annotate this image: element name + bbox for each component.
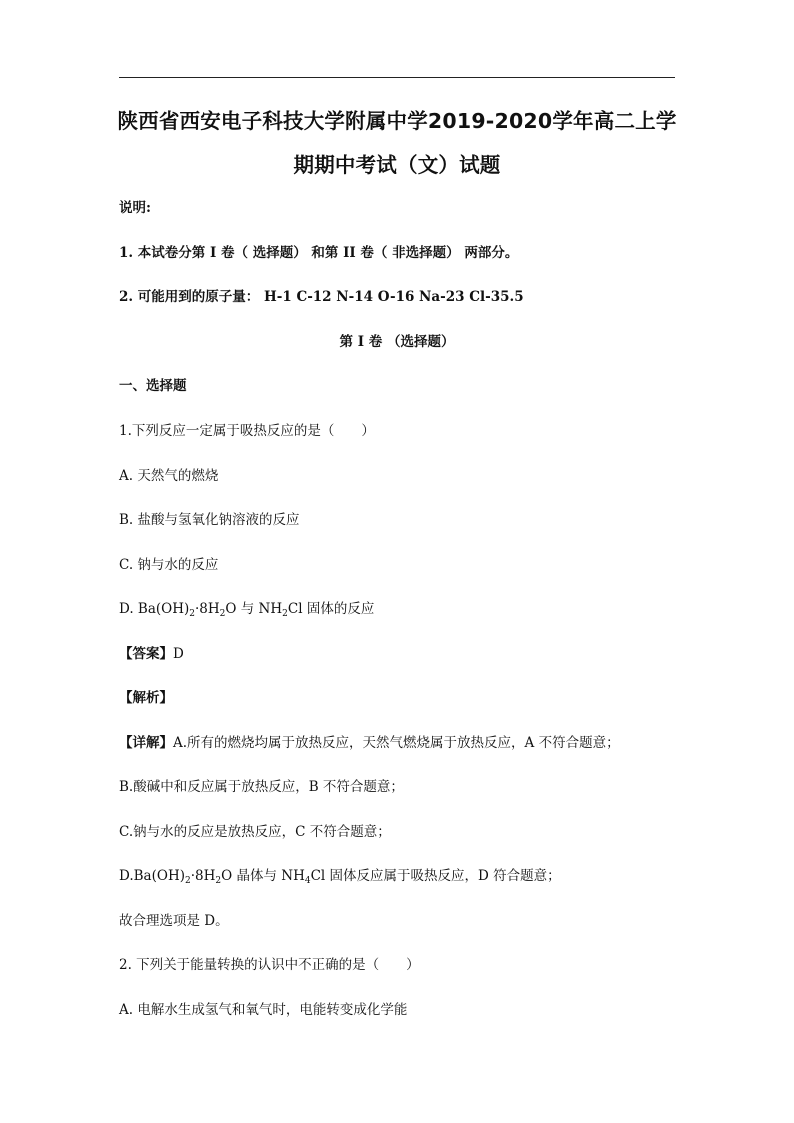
subscript: 2 bbox=[215, 876, 222, 886]
detail-text: A.所有的燃烧均属于放热反应，天然气燃烧属于放热反应，A 不符合题意； bbox=[173, 735, 620, 751]
subscript: 2 bbox=[282, 609, 288, 619]
question-1-option-c: C. 钠与水的反应 bbox=[119, 557, 219, 573]
detail-text: ·8H bbox=[190, 868, 216, 884]
subscript: 4 bbox=[304, 876, 311, 886]
header-rule bbox=[119, 77, 675, 78]
detail-tag: 【详解】 bbox=[119, 735, 173, 751]
option-d-text: Cl 固体的反应 bbox=[287, 601, 375, 617]
document-title-line-1: 陕西省西安电子科技大学附属中学2019-2020学年高二上学 bbox=[117, 109, 677, 133]
detail-line-d bbox=[119, 867, 561, 885]
question-1-option-d bbox=[119, 600, 374, 618]
instructions-label: 说明: bbox=[119, 200, 151, 216]
instruction-item-1: 1. 本试卷分第 I 卷（ 选择题） 和第 II 卷（ 非选择题） 两部分。 bbox=[119, 245, 519, 261]
option-d-text: D. Ba(OH) bbox=[119, 601, 190, 617]
answer-line bbox=[119, 645, 184, 663]
subscript: 2 bbox=[219, 609, 226, 619]
question-1-option-b: B. 盐酸与氢氧化钠溶液的反应 bbox=[119, 512, 300, 528]
question-1-stem: 1.下列反应一定属于吸热反应的是（ ） bbox=[119, 423, 375, 439]
document-title-line-2: 期期中考试（文）试题 bbox=[293, 153, 501, 177]
detail-line-b: B.酸碱中和反应属于放热反应，B 不符合题意； bbox=[119, 779, 404, 795]
question-1-option-a: A. 天然气的燃烧 bbox=[119, 468, 219, 484]
analysis-tag: 【解析】 bbox=[119, 690, 173, 706]
section-heading: 一、选择题 bbox=[119, 378, 187, 394]
question-2-stem: 2. 下列关于能量转换的认识中不正确的是（ ） bbox=[119, 957, 420, 973]
detail-line-a bbox=[119, 734, 620, 752]
detail-line-c: C.钠与水的反应是放热反应，C 不符合题意； bbox=[119, 824, 391, 840]
subscript: 2 bbox=[184, 876, 191, 886]
conclusion-line: 故合理选项是 D。 bbox=[119, 913, 229, 929]
detail-text: O 晶体与 NH bbox=[221, 868, 305, 884]
answer-tag: 【答案】 bbox=[119, 646, 173, 662]
part-title: 第 I 卷 （选择题） bbox=[339, 334, 455, 350]
instruction-item-2: 2. 可能用到的原子量： H-1 C-12 N-14 O-16 Na-23 Cl-35.5 bbox=[119, 289, 524, 305]
detail-text: D.Ba(OH) bbox=[119, 868, 185, 884]
answer-value: D bbox=[173, 646, 184, 662]
option-d-text: ·8H bbox=[195, 601, 220, 617]
detail-text: Cl 固体反应属于吸热反应，D 符合题意； bbox=[310, 868, 561, 884]
subscript: 2 bbox=[189, 609, 196, 619]
option-d-text: O 与 NH bbox=[225, 601, 283, 617]
question-2-option-a: A. 电解水生成氢气和氧气时，电能转变成化学能 bbox=[119, 1002, 408, 1018]
